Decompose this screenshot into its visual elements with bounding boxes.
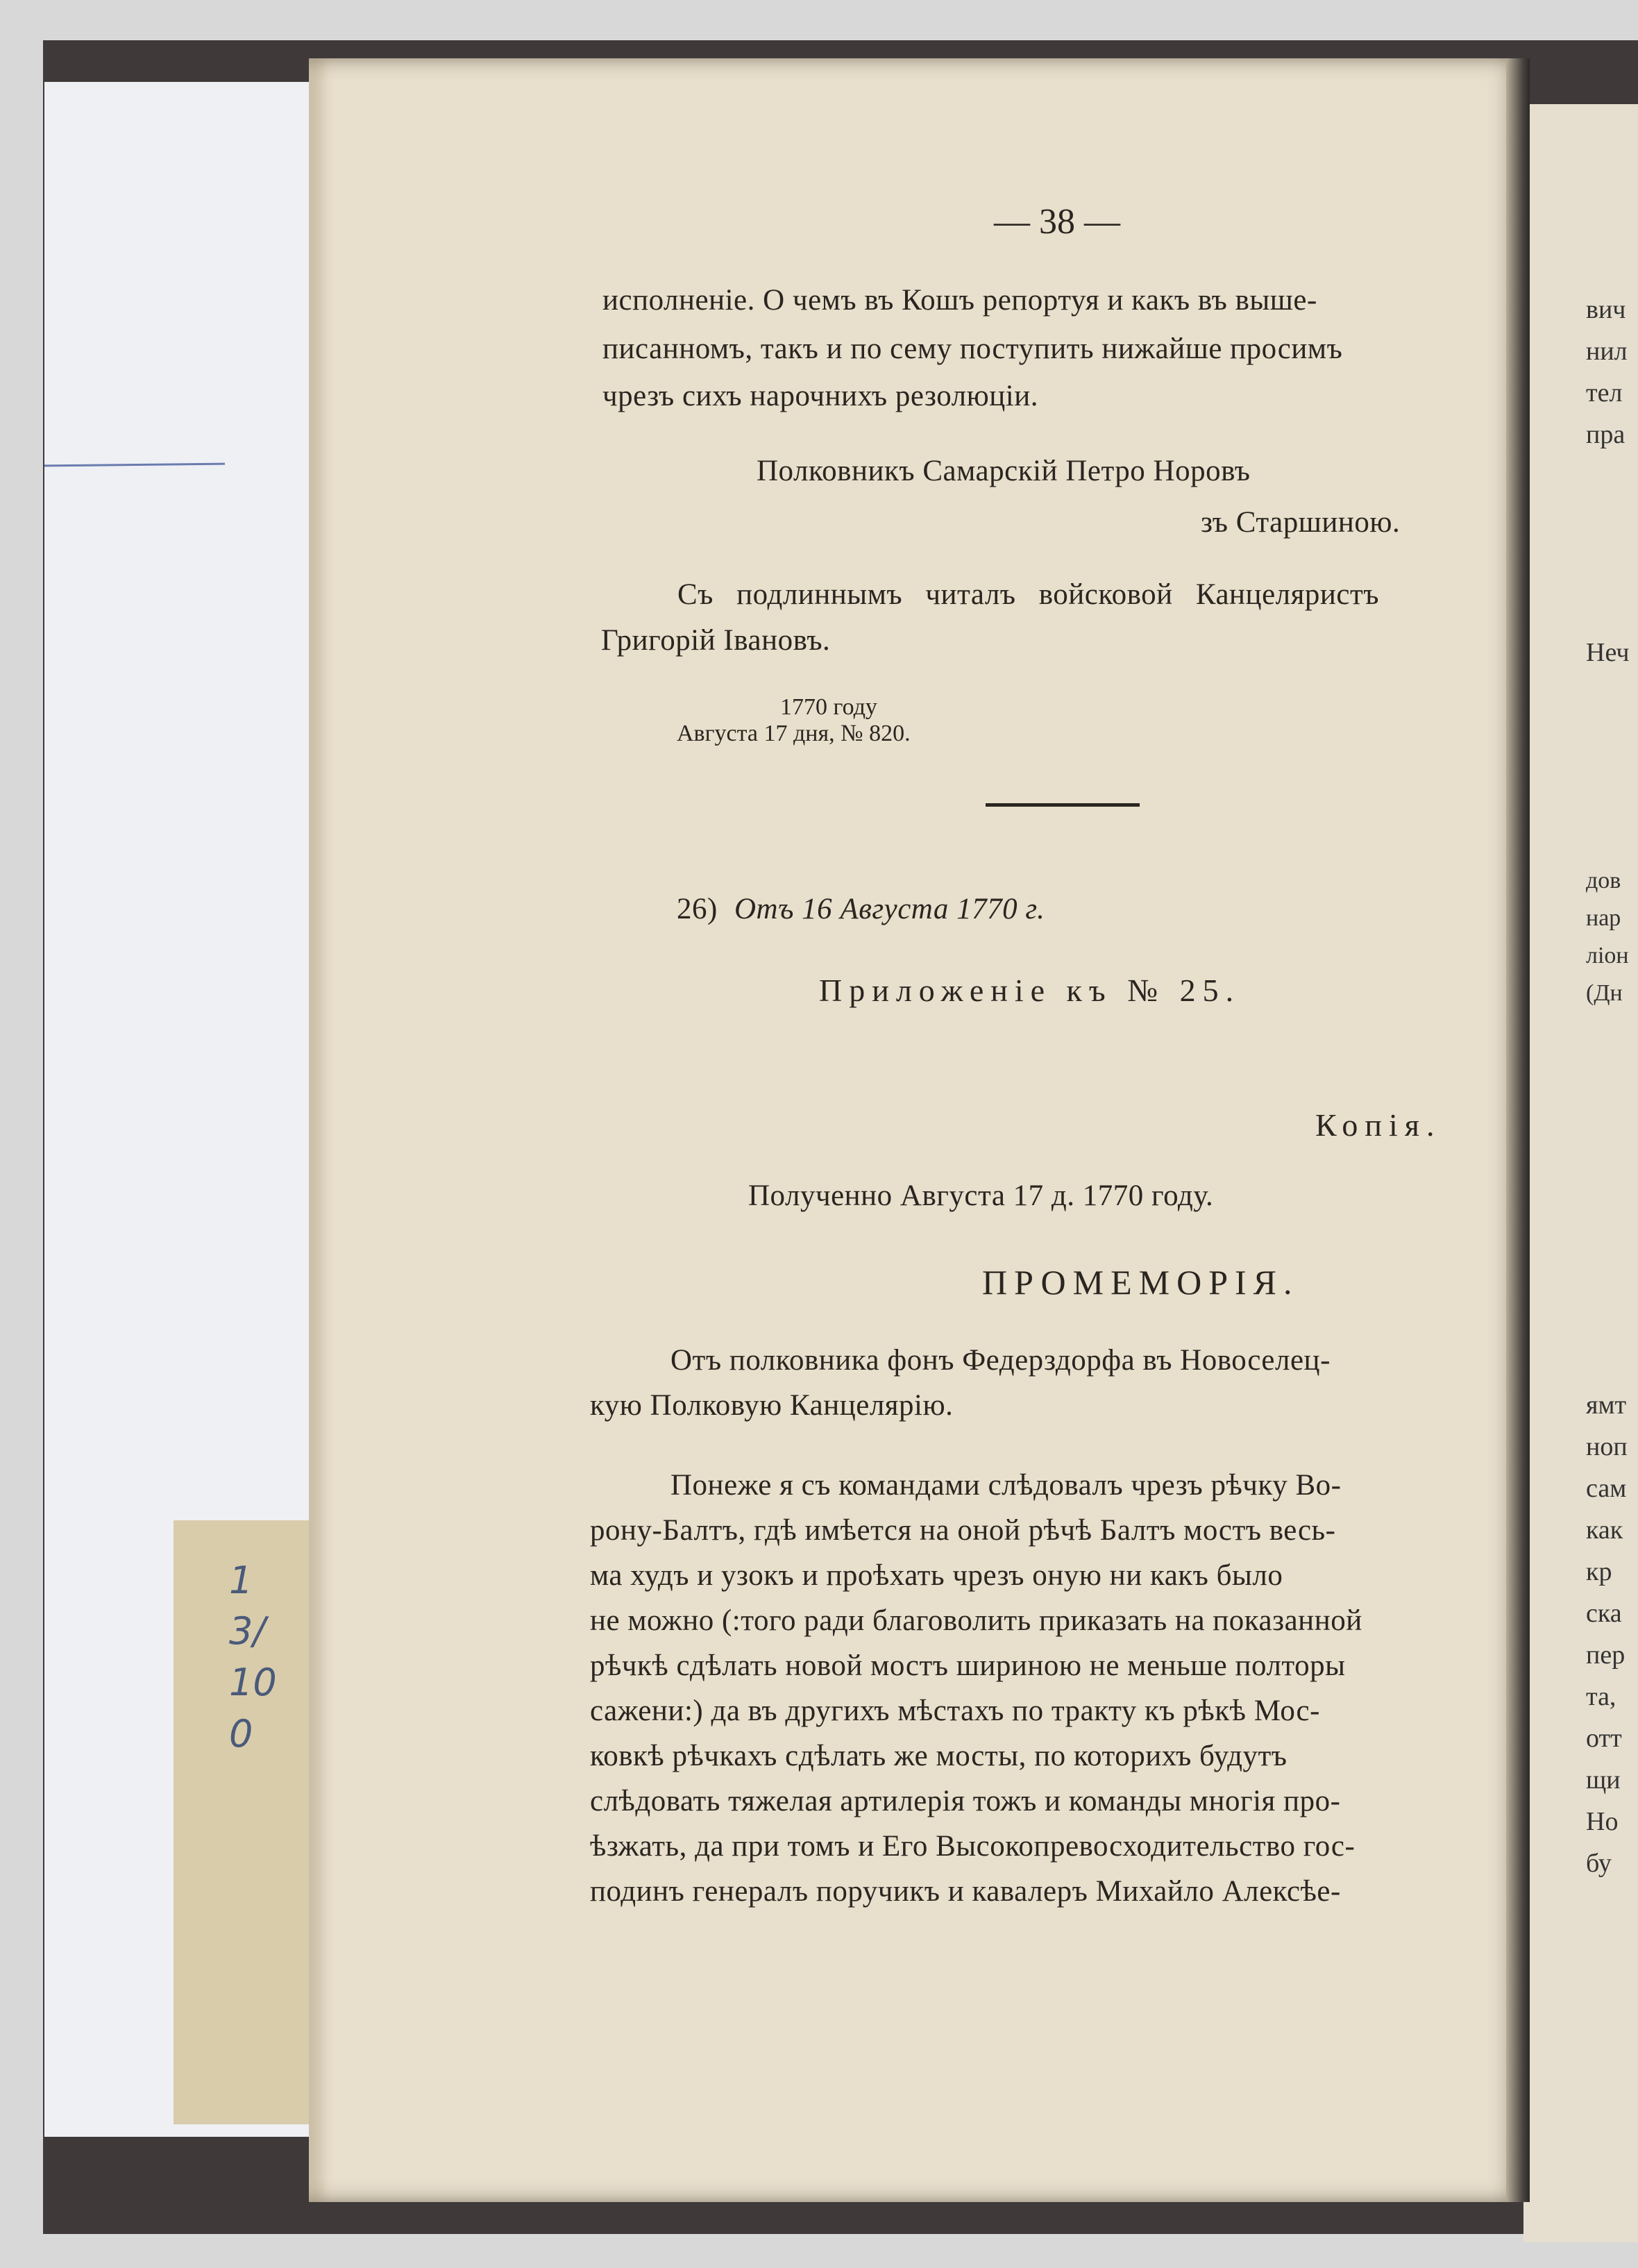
facing-text: как [1586,1515,1623,1545]
paragraph-line: чрезъ сихъ нарочнихъ резолюціи. [602,380,1038,412]
appendix-title: Приложеніе къ № 25. [819,973,1241,1008]
facing-text: щи [1586,1765,1621,1795]
facing-text: та, [1586,1682,1616,1711]
signature-line: зъ Старшиною. [1201,506,1401,539]
facing-text: Неч [1586,638,1630,667]
copy-label: Копія. [1315,1107,1442,1143]
body-line: ѣзжать, да при томъ и Его Высокопревосходительство гос- [590,1830,1356,1863]
facing-text: Но [1586,1807,1619,1836]
body-line: рѣчкѣ сдѣлать новой мостъ шириною не меньше полторы [590,1649,1346,1682]
facing-text: тел [1586,378,1623,408]
body-line: ма худъ и узокъ и проѣхать чрезъ оную ни какъ было [590,1559,1283,1592]
facing-text: сам [1586,1474,1627,1503]
entry-number: 26) [677,893,718,925]
section-divider [986,803,1140,807]
facing-text: (Дн [1586,980,1623,1006]
facing-text: ноп [1586,1432,1628,1461]
certification-line: Съ подлиннымъ читалъ войсковой Канцеляристъ [677,578,1380,611]
facing-text: бу [1586,1849,1612,1878]
body-line: сажени:) да въ другихъ мѣстахъ по тракту къ рѣкѣ Мос- [590,1695,1320,1727]
body-line: Понеже я съ командами слѣдовалъ чрезъ рѣчку Во- [670,1469,1342,1502]
received-line: Полученно Августа 17 д. 1770 году. [748,1179,1214,1212]
from-line: кую Полковую Канцелярію. [590,1389,954,1422]
body-line: ковкѣ рѣчкахъ сдѣлать же мосты, по которихъ будутъ [590,1740,1287,1772]
body-line: слѣдовать тяжелая артилерія тожъ и команды многія про- [590,1785,1341,1817]
facing-text: ліон [1586,943,1629,968]
label-line-3: 10 [229,1661,277,1704]
entry-date: Отъ 16 Августа 1770 г. [734,893,1045,925]
document-heading: ПРОМЕМОРІЯ. [982,1263,1299,1302]
label-line-4: 0 [229,1712,253,1756]
book-spine [1506,58,1530,2202]
facing-text: вич [1586,295,1626,324]
facing-text: ска [1586,1599,1622,1628]
certification-line: Григорій Івановъ. [601,624,831,657]
facing-text: отт [1586,1724,1622,1753]
facing-text: нил [1586,337,1628,366]
label-line-2: 3/ [229,1609,266,1653]
paragraph-line: исполненіе. О чемъ въ Кошъ репортуя и какъ въ выше- [602,284,1317,317]
date-note: Августа 17 дня, № 820. [677,721,911,746]
page-number: — 38 — [994,202,1120,242]
from-line: Отъ полковника фонъ Федерздорфа въ Новоселец- [670,1344,1331,1377]
paragraph-line: писанномъ, такъ и по сему поступить нижайше просимъ [602,333,1343,365]
body-line: подинъ генералъ поручикъ и кавалеръ Михайло Алексѣе- [590,1875,1341,1908]
facing-text: нар [1586,905,1621,931]
facing-text: пра [1586,420,1626,449]
facing-text: ямт [1586,1391,1627,1420]
facing-text: дов [1586,868,1621,893]
body-line: рону-Балтъ, гдѣ имѣется на оной рѣчѣ Балтъ мостъ весь- [590,1514,1336,1547]
body-line: не можно (:того ради благоволить приказать на показанной [590,1604,1362,1637]
label-line-1: 1 [229,1559,253,1602]
signature-line: Полковникъ Самарскій Петро Норовъ [757,455,1251,487]
date-note: 1770 году [780,694,877,720]
facing-text: кр [1586,1557,1612,1586]
facing-text: пер [1586,1640,1626,1670]
